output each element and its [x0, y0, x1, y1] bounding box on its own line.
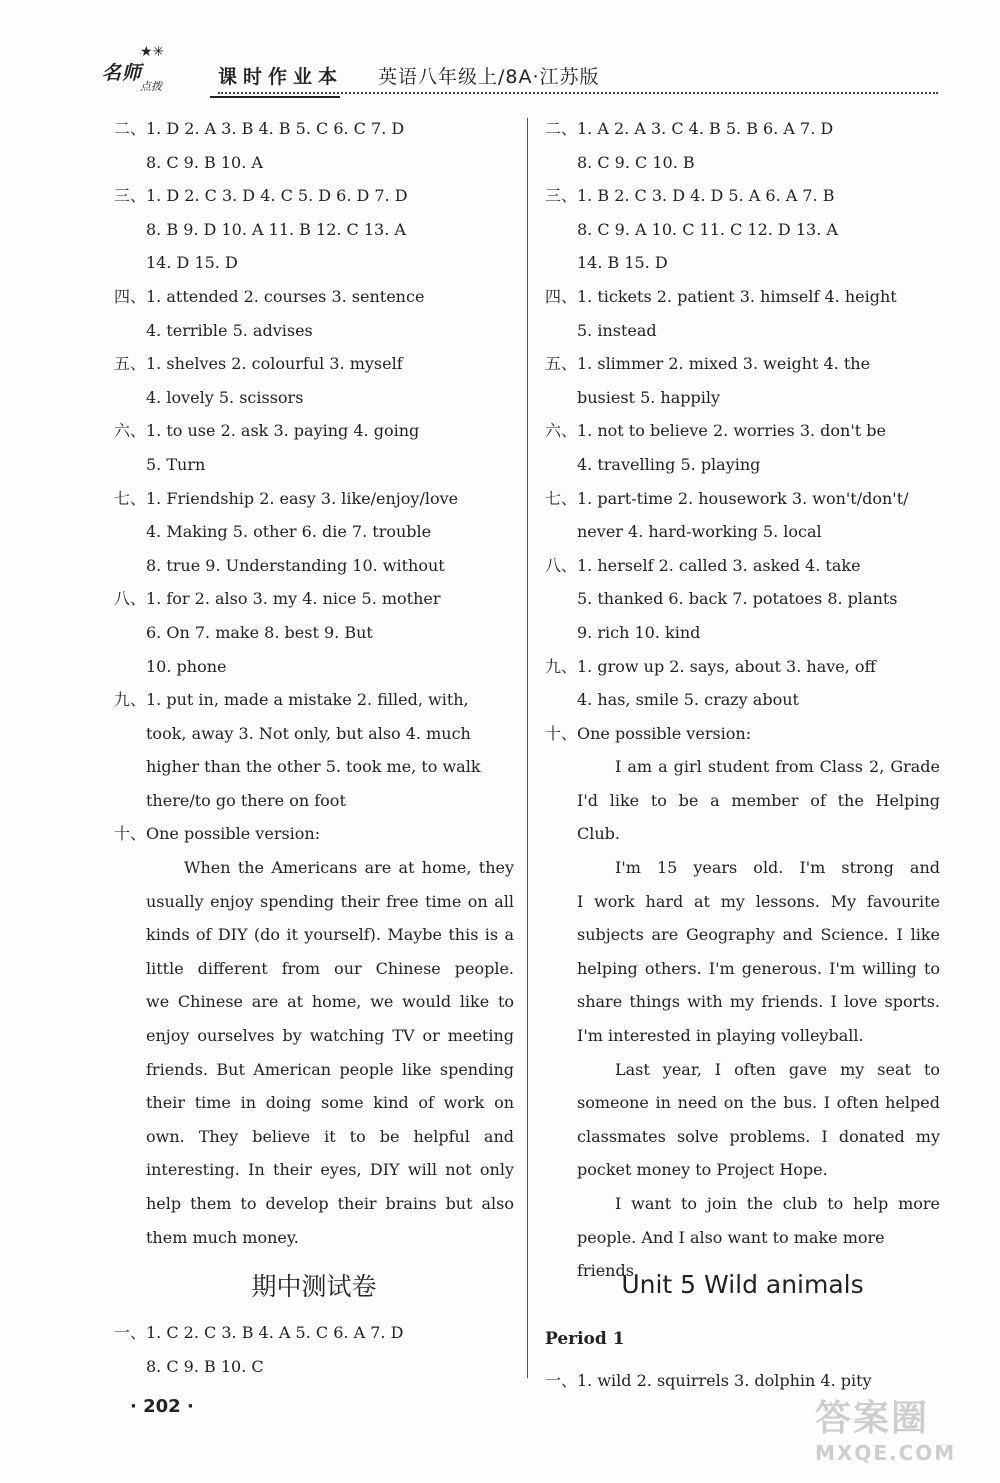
essay-line: I'm interested in playing volleyball. — [577, 1026, 864, 1046]
answer-line: 八、1. for 2. also 3. my 4. nice 5. mother — [114, 589, 441, 609]
answer-line: 三、1. D 2. C 3. D 4. C 5. D 6. D 7. D — [114, 186, 408, 206]
answer-line: 六、1. to use 2. ask 3. paying 4. going — [114, 421, 420, 441]
book-title: 课时作业本 — [218, 66, 344, 88]
answer-line: 三、1. B 2. C 3. D 4. D 5. A 6. A 7. B — [545, 186, 835, 206]
essay-line: I work hard at my lessons. My favourite — [577, 891, 940, 911]
essay-line: people. And I also want to make more friends. — [577, 1227, 885, 1281]
answer-line: 八、1. herself 2. called 3. asked 4. take — [545, 555, 861, 575]
left-column — [114, 112, 514, 1383]
essay-line: kinds of DIY (do it yourself). Maybe this is a — [146, 925, 514, 945]
header-underline — [210, 96, 340, 98]
answer-line: 8. C 9. A 10. C 11. C 12. D 13. A — [577, 219, 838, 239]
page-number: · 202 · — [130, 1396, 194, 1417]
answer-line: 5. Turn — [146, 454, 206, 474]
answer-line: 二、1. A 2. A 3. C 4. B 5. B 6. A 7. D — [545, 119, 834, 138]
answer-line: 4. Making 5. other 6. die 7. trouble — [146, 522, 432, 542]
answer-line: 七、1. Friendship 2. easy 3. like/enjoy/love — [114, 488, 459, 508]
essay-line: Club. — [577, 824, 620, 844]
answer-line: 4. terrible 5. advises — [146, 320, 313, 340]
essay-line: I'd like to be a member of the Helping — [577, 790, 940, 810]
watermark-cn: 答案圈 — [815, 1398, 930, 1439]
answer-line: 五、1. shelves 2. colourful 3. myself — [114, 354, 403, 374]
page-header — [100, 40, 940, 98]
answer-line: busiest 5. happily — [577, 387, 721, 407]
answer-line: 二、1. D 2. A 3. B 4. B 5. C 6. C 7. D — [114, 119, 405, 138]
logo-text: 名师 — [102, 62, 143, 84]
answer-line: 五、1. slimmer 2. mixed 3. weight 4. the — [545, 354, 871, 374]
essay-line: someone in need on the bus. I often helped — [577, 1093, 940, 1113]
essay-line: enjoy ourselves by watching TV or meeting — [146, 1026, 514, 1046]
essay-line: classmates solve problems. I donated my — [577, 1126, 940, 1146]
essay-line: subjects are Geography and Science. I like — [577, 925, 940, 945]
answer-line: 8. B 9. D 10. A 11. B 12. C 13. A — [146, 219, 406, 239]
answer-line: 四、1. tickets 2. patient 3. himself 4. height — [545, 286, 897, 306]
answer-line: 九、1. grow up 2. says, about 3. have, off — [545, 656, 876, 676]
essay-line: helping others. I'm generous. I'm willing to — [577, 958, 940, 978]
answer-line: 六、1. not to believe 2. worries 3. don't be — [545, 421, 886, 441]
answer-line: 5. instead — [577, 320, 657, 340]
essay-line: I am a girl student from Class 2, Grade — [615, 757, 940, 777]
essay-heading: 十、One possible version: — [114, 824, 321, 844]
answer-line: 七、1. part-time 2. housework 3. won't/don't/ — [545, 488, 909, 508]
answer-line: 6. On 7. make 8. best 9. But — [146, 622, 373, 642]
essay-line: usually enjoy spending their free time on all — [146, 891, 514, 911]
essay-line: When the Americans are at home, they — [184, 858, 514, 878]
essay-line: little different from our Chinese people. — [146, 958, 514, 978]
answer-line: 14. D 15. D — [146, 253, 238, 273]
period-heading: Period 1 — [545, 1329, 625, 1350]
essay-line: friends. But American people like spending — [146, 1059, 514, 1079]
answer-line: 4. has, smile 5. crazy about — [577, 690, 799, 710]
answer-line: there/to go there on foot — [146, 790, 346, 810]
essay-line: them much money. — [146, 1227, 299, 1247]
answer-line: 14. B 15. D — [577, 253, 668, 273]
publisher-logo — [100, 40, 210, 98]
answer-line: took, away 3. Not only, but also 4. much — [146, 723, 471, 743]
watermark-en: MXQE.COM — [815, 1441, 957, 1465]
answer-line: 5. thanked 6. back 7. potatoes 8. plants — [577, 589, 898, 609]
header-rule — [218, 92, 938, 94]
essay-line: I'm 15 years old. I'm strong and — [615, 858, 940, 878]
column-divider — [527, 118, 528, 1378]
essay-line: help them to develop their brains but also — [146, 1194, 514, 1213]
answer-line: 8. true 9. Understanding 10. without — [146, 555, 445, 575]
answer-line: 一、1. wild 2. squirrels 3. dolphin 4. pity — [545, 1371, 872, 1391]
answer-line: never 4. hard-working 5. local — [577, 522, 822, 542]
essay-line: I want to join the club to help more — [615, 1194, 940, 1213]
midterm-title: 期中测试卷 — [251, 1272, 377, 1302]
answer-line: higher than the other 5. took me, to walk — [146, 757, 481, 777]
star-icon: ★✳ — [140, 44, 165, 60]
right-column — [545, 112, 940, 1398]
logo-subtext: 点拨 — [140, 80, 162, 93]
book-subtitle: 英语八年级上/8A·江苏版 — [378, 66, 600, 88]
essay-line: interesting. In their eyes, DIY will not only — [146, 1160, 514, 1180]
essay-line: Last year, I often gave my seat to — [615, 1059, 940, 1079]
essay-line: their time in doing some kind of work on — [146, 1093, 514, 1113]
essay-line: own. They believe it to be helpful and — [146, 1126, 514, 1146]
essay-line: pocket money to Project Hope. — [577, 1160, 828, 1180]
answer-line: 九、1. put in, made a mistake 2. filled, with, — [114, 690, 469, 710]
essay-heading: 十、One possible version: — [545, 723, 752, 743]
answer-line: 一、1. C 2. C 3. B 4. A 5. C 6. A 7. D — [114, 1323, 404, 1343]
answer-line: 8. C 9. B 10. C — [146, 1356, 264, 1376]
answer-line: 4. lovely 5. scissors — [146, 387, 304, 407]
unit-title: Unit 5 Wild animals — [621, 1270, 864, 1300]
answer-line: 8. C 9. C 10. B — [577, 152, 695, 172]
answer-line: 四、1. attended 2. courses 3. sentence — [114, 286, 425, 306]
answer-line: 10. phone — [146, 656, 227, 676]
answer-line: 4. travelling 5. playing — [577, 454, 761, 474]
essay-line: we Chinese are at home, we would like to — [146, 992, 514, 1012]
answer-line: 8. C 9. B 10. A — [146, 152, 263, 172]
watermark-logo — [815, 1390, 965, 1470]
essay-line: share things with my friends. I love sports. — [577, 992, 940, 1012]
answer-line: 9. rich 10. kind — [577, 622, 701, 642]
